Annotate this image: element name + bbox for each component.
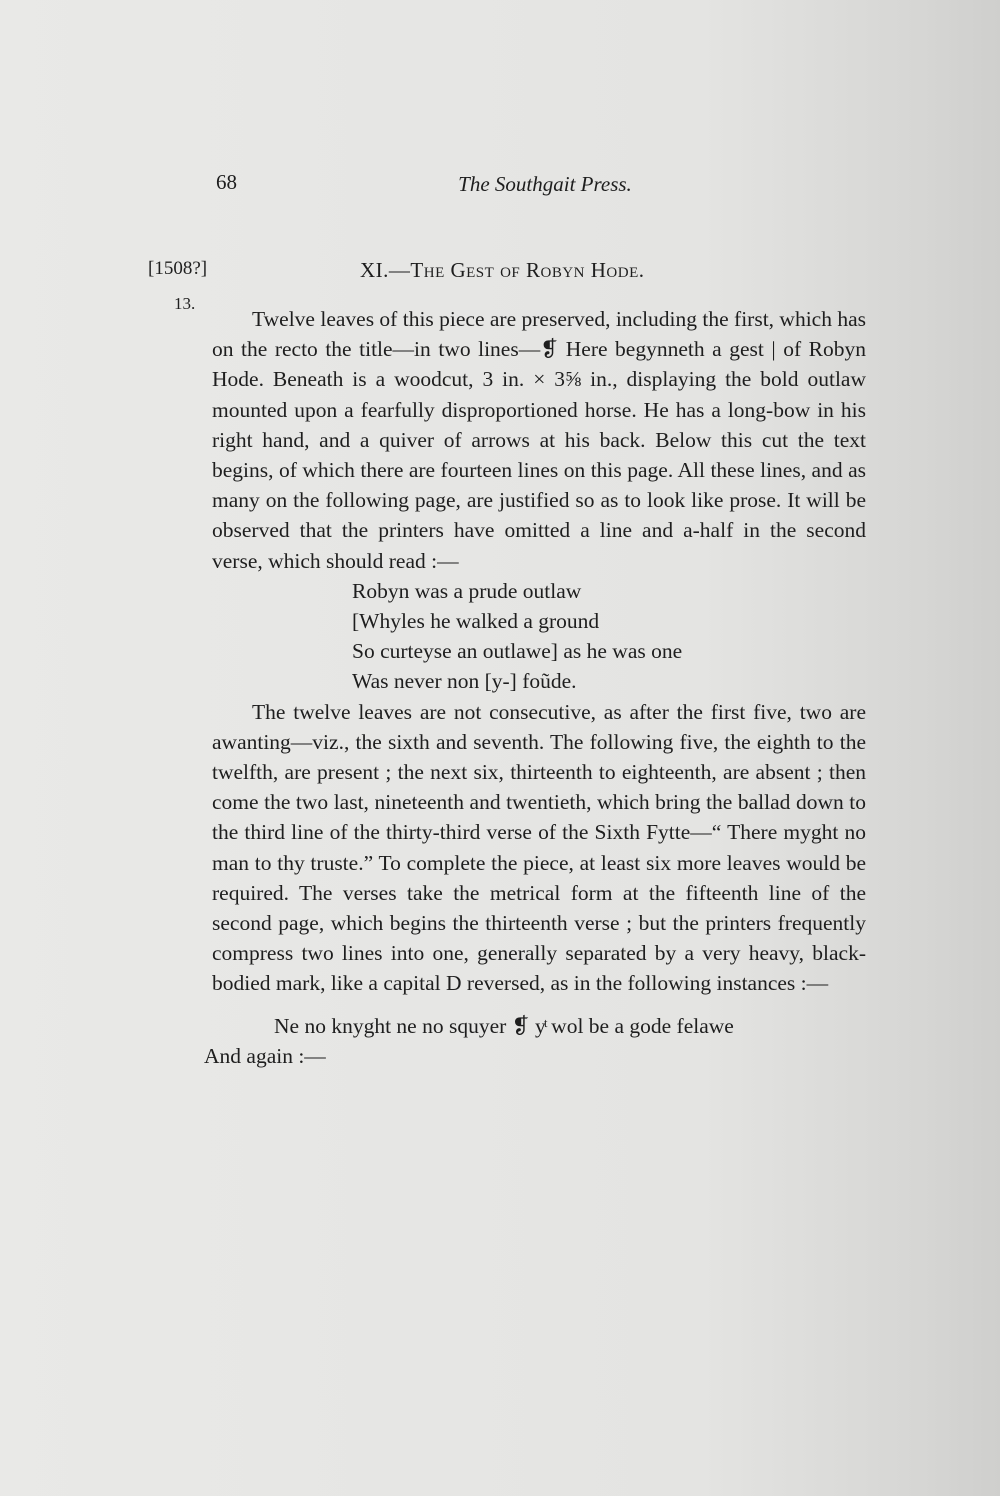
running-head: The Southgait Press. — [458, 172, 632, 196]
and-again-line: And again :— — [204, 1043, 326, 1068]
margin-entry-number: 13. — [174, 294, 196, 313]
verse-line: Was never non [y-] foũde. — [352, 669, 577, 694]
paragraph-1: Twelve leaves of this piece are preserved, including the first, which has on the recto the title—in two lines—❡ Here begynneth a gest | of Robyn Hode. Beneath is a woodcut, 3 in. × 3⅝ in., displaying the bold outlaw mounted upon a fearfully disproportioned horse. He has a long-bow in his right hand, and a quiver of arrows at his back. Below this cut the text begins, of which there are fourteen lines on this page. All these lines, and as many on the following page, are justified so as to look like prose. It will be observed that the printers have omitted a line and a-half in the second verse, which should read :— — [212, 307, 867, 573]
verse-line: Robyn was a prude outlaw — [352, 578, 582, 603]
paragraph-2: The twelve leaves are not consecutive, as after the first five, two are awanting—viz., the sixth and seventh. The following five, the eighth to the twelfth, are present ; the next six, thirteenth to eighteenth, are absent ; then come the two last, nineteenth and twentieth, which bring the ballad down to the third line of the thirty-third verse of the Sixth Fytte—“ There myght no man to thy truste.” To complete the piece, at least six more leaves would be required. The verses take the metrical form at the fifteenth line of the second page, which begins the thirteenth verse ; but the printers frequently compress two lines into one, generally separated by a very heavy, black-bodied mark, like a capital D reversed, as in the following instances :— — [212, 699, 866, 996]
page-number: 68 — [216, 170, 237, 194]
verse-line: [Whyles he walked a ground — [352, 609, 600, 634]
section-title: XI.—The Gest of Robyn Hode. — [360, 258, 645, 282]
quoted-line: Ne no knyght ne no squyer ❡ yͭ wol be a gode felawe — [274, 1013, 734, 1038]
spacer — [212, 999, 866, 1011]
verse-block — [212, 576, 866, 697]
margin-date: [1508?] — [148, 258, 208, 279]
body-text — [204, 304, 867, 1071]
verse-line: So curteyse an outlawe] as he was one — [352, 639, 683, 664]
